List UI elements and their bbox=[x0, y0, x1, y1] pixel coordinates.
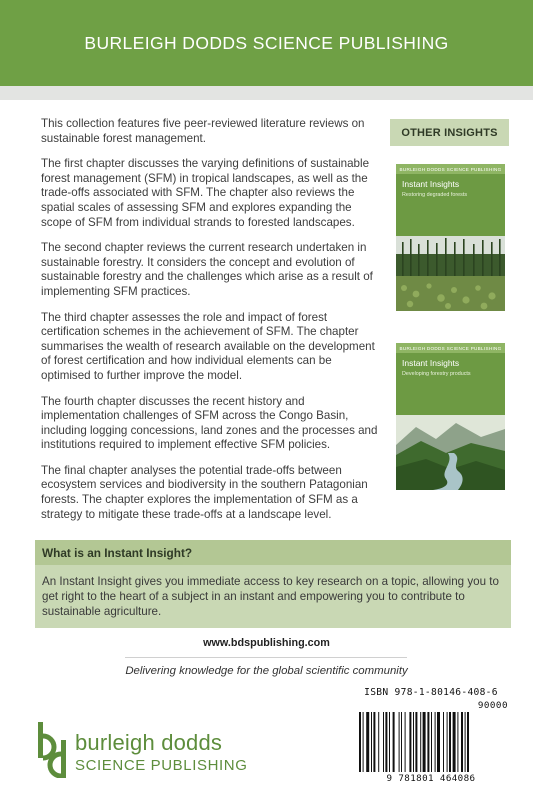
book-cover-restoring-forests bbox=[396, 164, 505, 311]
isbn-number: ISBN 978-1-80146-408-6 bbox=[364, 687, 498, 698]
intro-paragraph: This collection features five peer-reviewed literature reviews on sustainable forest management. bbox=[41, 117, 365, 145]
logo-wordmark: burleigh dodds bbox=[75, 730, 223, 755]
instant-insight-heading: What is an Instant Insight? bbox=[35, 540, 511, 565]
publisher-title: BURLEIGH DODDS SCIENCE PUBLISHING bbox=[84, 32, 449, 53]
book-publisher-strip: BURLEIGH DODDS SCIENCE PUBLISHING bbox=[396, 343, 505, 353]
bd-logo-icon bbox=[34, 722, 72, 778]
book-title: Developing forestry products bbox=[402, 371, 471, 377]
chapter-2-paragraph: The second chapter reviews the current research undertaken in sustainable forestry. It considers the concept and evolution of sustainable forestry and the challenges which arise as a result of implementing SFM practices. bbox=[41, 241, 373, 298]
forest-photo bbox=[396, 236, 505, 311]
chapter-3-paragraph: The third chapter assesses the role and impact of forest certification schemes in the achievement of SFM. The chapter summarises the wealth of research available on the development of forest certification and how individual elements can be optimised to further improve the model. bbox=[41, 310, 375, 382]
chapter-4-paragraph: The fourth chapter discusses the recent history and implementation challenges of SFM across the Congo Basin, including logging concessions, land zones and the processes and institutions required to implement effective SFM policies. bbox=[41, 394, 378, 452]
tagline: Delivering knowledge for the global scientific community bbox=[125, 665, 408, 677]
instant-insight-body: An Instant Insight gives you immediate access to key research on a topic, allowing you to get right to the heart of a subject in an instant and empowering you to contribute to sustainable agriculture. bbox=[42, 575, 499, 618]
header-divider-band bbox=[0, 86, 533, 100]
book-publisher-strip: BURLEIGH DODDS SCIENCE PUBLISHING bbox=[396, 164, 505, 174]
other-insights-label: OTHER INSIGHTS bbox=[390, 119, 509, 146]
chapter-1-paragraph: The first chapter discusses the varying definitions of sustainable forest management (SFM) in tropical landscapes, as well as the trade-offs associated with SFM. The chapter also reviews the spatial scales of assessing SFM and explores expanding the scope of SFM from individual strands to forested landscapes. bbox=[41, 157, 370, 229]
website-link[interactable]: www.bdspublishing.com bbox=[203, 637, 330, 649]
footer-divider bbox=[125, 657, 407, 658]
book-title: Restoring degraded forests bbox=[402, 192, 468, 198]
book-series-title: Instant Insights bbox=[402, 358, 460, 368]
river-valley-photo bbox=[396, 415, 505, 490]
price-code: 90000 bbox=[477, 700, 508, 711]
barcode-panel bbox=[352, 686, 510, 786]
logo-subtitle: SCIENCE PUBLISHING bbox=[75, 757, 248, 774]
instant-insight-panel bbox=[35, 540, 511, 628]
barcode-icon bbox=[359, 712, 505, 772]
book-cover-forestry-products bbox=[396, 343, 505, 490]
book-series-title: Instant Insights bbox=[402, 179, 460, 189]
ean-digits: 9 781801 464086 bbox=[386, 773, 476, 784]
header-bar bbox=[0, 0, 533, 86]
chapter-5-paragraph: The final chapter analyses the potential trade-offs between ecosystem services and biodiversity in the southern Patagonian forests. The chapter explores the implementation of SFM as a strategy to mitigate these trade-offs at a landscape level. bbox=[41, 463, 368, 521]
description-column bbox=[41, 117, 381, 533]
